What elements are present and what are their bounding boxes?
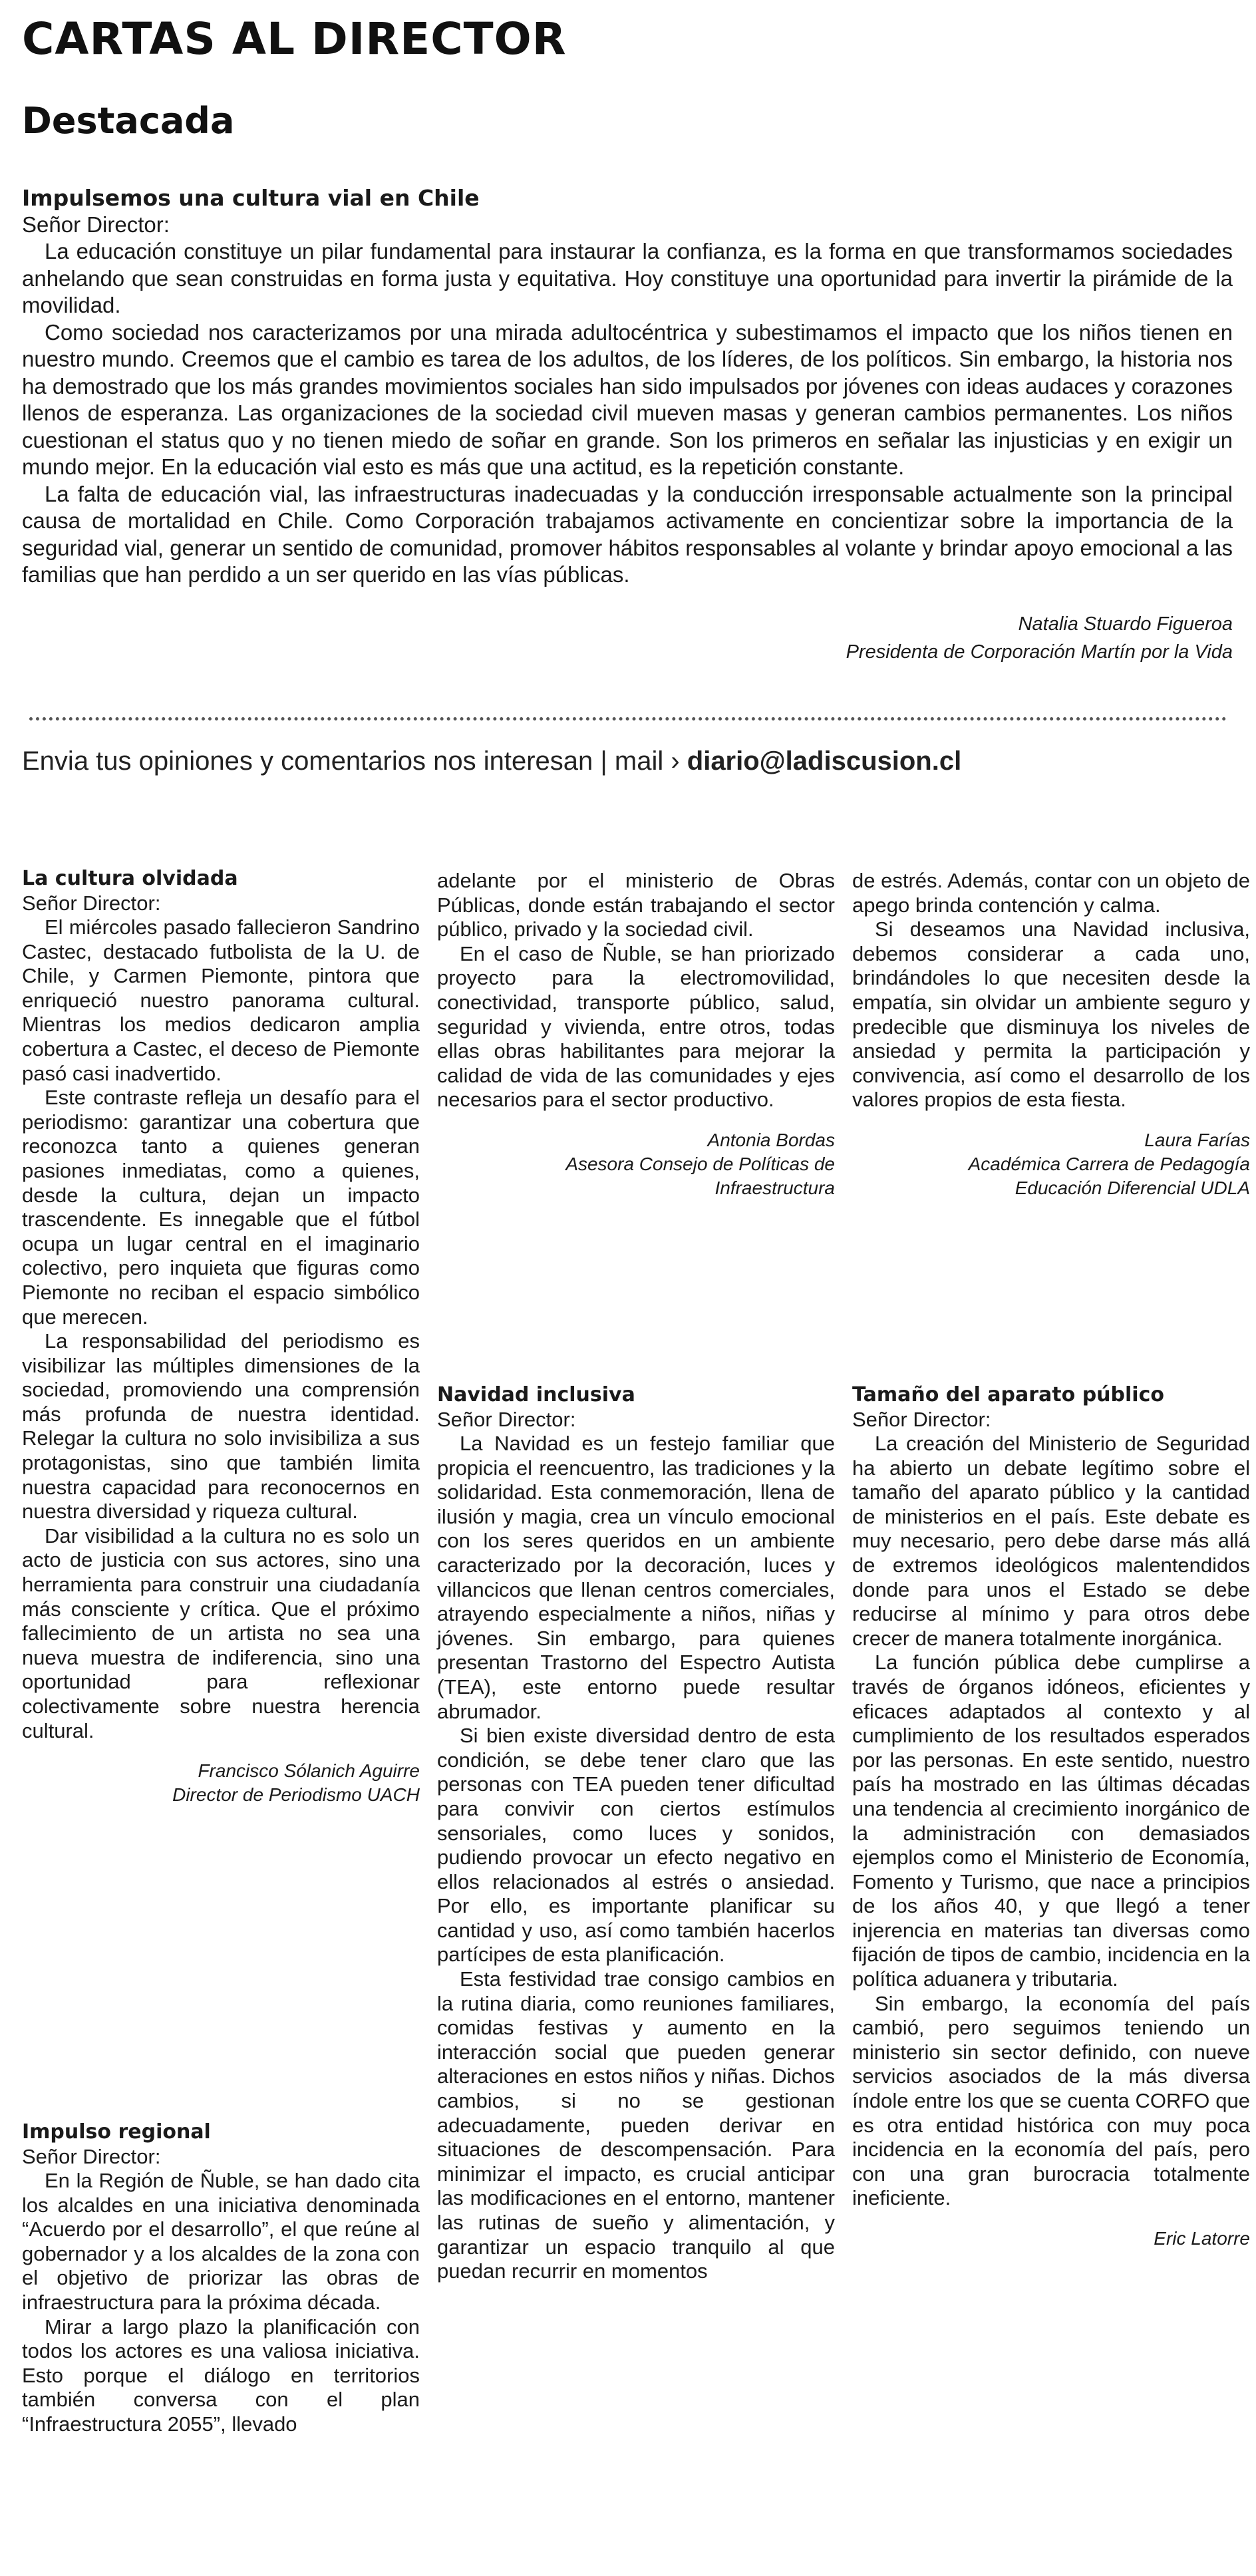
letter-salutation: Señor Director: (852, 1408, 991, 1431)
featured-letter-signature (22, 610, 1233, 666)
featured-letter-salutation: Señor Director: (22, 212, 170, 237)
letter-paragraph: Si bien existe diversidad dentro de esta condición, se debe tener claro que las personas con TEA pueden tener dificultad para convivir con ciertos estímulos sensoriales, como luces y sonidos, pudiendo provocar un efecto negativo en ellos relacionados al estrés o ansiedad. Por ello, es importante planificar su cantidad y uso, así como también hacerlos partícipes de esta planificación. (437, 1724, 835, 1967)
letter-headline: Tamaño del aparato público (852, 1383, 1164, 1406)
letter-paragraph: En la Región de Ñuble, se han dado cita los alcaldes en una iniciativa denominada “Acuerdo por el desarrollo”, el que reúne al gobernador y a los alcaldes de la zona con el objetivo de priorizar las obras de infraestructura para la próxima década. (22, 2169, 420, 2314)
letter-paragraph: La responsabilidad del periodismo es visibilizar las múltiples dimensiones de la sociedad, promoviendo una comprensión más profunda de nuestra identidad. Relegar la cultura no solo invisibiliza a sus protagonistas, sino que también limita nuestra capacidad para reconocernos en nuestra diversidad y riqueza cultural. (22, 1329, 420, 1524)
letter-paragraph: Dar visibilidad a la cultura no es solo un acto de justicia con sus actores, sino una herramienta para construir una ciudadanía más consciente y crítica. Que el próximo fallecimiento de un artista no sea una nueva muestra de indiferencia, sino una oportunidad para reflexionar colectivamente sobre nuestra herencia cultural. (22, 1524, 420, 1742)
featured-letter-paragraph: La falta de educación vial, las infraestructuras inadecuadas y la conducción irresponsable actualmente son la principal causa de mortalidad en Chile. Como Corporación trabajamos activamente en concientizar sobre la importancia de la seguridad vial, generar un sentido de comunidad, promover hábitos responsables al volante y brindar apoyo emocional a las familias que han perdido a un ser querido en las vías públicas. (22, 481, 1233, 587)
letter-author: Eric Latorre (1154, 2228, 1250, 2249)
letter-signature (852, 1128, 1250, 1200)
featured-letter-paragraph: La educación constituye un pilar fundamental para instaurar la confianza, es la forma en que transformamos sociedades anhelando que sean construidas en forma justa y equitativa. Hoy constituye una oportunidad para invertir la pirámide de la movilidad. (22, 239, 1233, 317)
letter-paragraph: de estrés. Además, contar con un objeto de apego brinda contención y calma. (852, 869, 1250, 917)
letter-headline: Impulso regional (22, 2120, 211, 2144)
letter-paragraph: Mirar a largo plazo la planificación con todos los actores es una valiosa iniciativa. Esto porque el diálogo en territorios también conversa con el plan “Infraestructura 2055”, llevado (22, 2315, 420, 2436)
letter-cultura-olvidada (22, 866, 420, 1807)
letter-author-role: Infraestructura (714, 1177, 835, 1198)
letter-paragraph: Si deseamos una Navidad inclusiva, debemos considerar a cada uno, brindándoles lo que necesiten desde la empatía, sin olvidar un ambiente seguro y predecible que disminuya los niveles de ansiedad y permita la participación y convivencia, así como el desarrollo de los valores propios de esta fiesta. (852, 917, 1250, 1112)
featured-letter (22, 185, 1233, 666)
letter-salutation: Señor Director: (22, 2145, 161, 2168)
letter-paragraph: La creación del Ministerio de Seguridad ha abierto un debate legítimo sobre el tamaño del aparato público y la cantidad de ministerios en el país. Este debate es muy necesario, pero debe darse más allá de extremos ideológicos malentendidos donde para unos el Estado se debe reducirse al mínimo y para otros debe crecer de manera totalmente inorgánica. (852, 1432, 1250, 1650)
letter-signature (852, 2227, 1250, 2251)
contact-line (22, 746, 961, 776)
contact-text: Envia tus opiniones y comentarios nos interesan | mail › (22, 746, 687, 776)
featured-letter-paragraph: Como sociedad nos caracterizamos por una mirada adultocéntrica y subestimamos el impacto que los niños tienen en nuestro mundo. Creemos que el cambio es tarea de los adultos, de los líderes, de los políticos. Sin embargo, la historia nos ha demostrado que los más grandes movimientos sociales han sido impulsados por jóvenes con ideas audaces y corazones llenos de esperanza. Las organizaciones de la sociedad civil mueven masas y generan cambios permanentes. Los niños cuestionan el status quo y no tienen miedo de soñar en grande. Son los primeros en señalar las injusticias y en exigir un mundo mejor. En la educación vial esto es más que una actitud, es la repetición constante. (22, 319, 1233, 479)
letter-salutation: Señor Director: (437, 1408, 576, 1431)
letter-impulso-regional-continued (437, 869, 835, 1200)
letter-headline: Navidad inclusiva (437, 1383, 635, 1406)
letter-author-role: Asesora Consejo de Políticas de (565, 1153, 835, 1174)
letter-signature (22, 1759, 420, 1807)
letter-paragraph: adelante por el ministerio de Obras Públicas, donde están trabajando el sector público, privado y la sociedad civil. (437, 869, 835, 941)
letter-paragraph: Sin embargo, la economía del país cambió, pero seguimos teniendo un ministerio sin sector definido, con nueve servicios asociados de la más diversa índole entre los que se cuenta CORFO que es otra entidad histórica con muy poca incidencia en la economía del país, pero con una gran burocracia totalmente ineficiente. (852, 1991, 1250, 2210)
letter-paragraph: El miércoles pasado fallecieron Sandrino Castec, destacado futbolista de la U. de Chile, y Carmen Piemonte, pintora que enriqueció nuestro panorama cultural. Mientras los medios dedicaron amplia cobertura a Castec, el deceso de Piemonte pasó casi inadvertido. (22, 915, 420, 1085)
letter-author: Antonia Bordas (707, 1129, 835, 1150)
featured-letter-author-role: Presidenta de Corporación Martín por la Vida (846, 641, 1233, 663)
letter-navidad-inclusiva (437, 1382, 835, 2284)
letter-author-role: Académica Carrera de Pedagogía (968, 1153, 1250, 1174)
letter-author-role: Director de Periodismo UACH (172, 1784, 420, 1806)
letter-author: Francisco Sólanich Aguirre (198, 1760, 420, 1782)
contact-email-link[interactable]: diario@ladiscusion.cl (687, 746, 962, 776)
letter-paragraph: En el caso de Ñuble, se han priorizado proyecto para la electromovilidad, conectividad, transporte público, salud, seguridad y vivienda, entre otros, todas ellas obras habilitantes para mejorar la calidad de vida de las comunidades y ejes necesarios para el sector productivo. (437, 941, 835, 1112)
section-title: CARTAS AL DIRECTOR (22, 13, 567, 65)
letter-paragraph: La función pública debe cumplirse a través de órganos idóneos, eficientes y eficaces adaptados al contexto y al cumplimiento de los resultados esperados por las personas. En este sentido, nuestro país ha mostrado en las últimas décadas una tendencia al crecimiento inorgánico de la administración con demasiados ejemplos como el Ministerio de Economía, Fomento y Turismo, que nace a principios de los años 40, y que llegó a tener injerencia en materias tan diversas como fijación de tipos de cambio, incidencia en la política aduanera y tributaria. (852, 1651, 1250, 1991)
letter-salutation: Señor Director: (22, 891, 161, 915)
letter-paragraph: La Navidad es un festejo familiar que propicia el reencuentro, las tradiciones y la solidaridad. Esta conmemoración, llena de ilusión y magia, crea un vínculo emocional con los seres queridos en un ambiente caracterizado por la decoración, luces y villancicos que llenan centros comerciales, atrayendo especialmente a niños, niñas y jóvenes. Sin embargo, para quienes presentan Trastorno del Espectro Autista (TEA), este entorno puede resultar abrumador. (437, 1432, 835, 1723)
dotted-divider (29, 717, 1227, 721)
letter-paragraph: Este contraste refleja un desafío para el periodismo: garantizar una cobertura que reconozca tanto a quienes generan pasiones inmediatas, como a quienes, desde la cultura, dejan un impacto trascendente. Es innegable que el fútbol ocupa un lugar central en el imaginario colectivo, pero inquieta que figuras como Piemonte no reciban el espacio simbólico que merecen. (22, 1086, 420, 1329)
letter-signature (437, 1128, 835, 1200)
letter-navidad-inclusiva-continued (852, 869, 1250, 1200)
featured-section-title: Destacada (22, 100, 235, 142)
featured-letter-author: Natalia Stuardo Figueroa (1018, 613, 1233, 635)
letter-author: Laura Farías (1144, 1129, 1250, 1150)
featured-letter-headline: Impulsemos una cultura vial en Chile (22, 185, 480, 211)
letter-headline: La cultura olvidada (22, 867, 238, 890)
letter-paragraph: Esta festividad trae consigo cambios en la rutina diaria, como reuniones familiares, comidas festivas y aumento en la interacción social que pueden generar alteraciones en estos niños y niñas. Dichos cambios, si no se gestionan adecuadamente, pueden derivar en situaciones de descompensación. Para minimizar el impacto, es crucial anticipar las modificaciones en el entorno, mantener las rutinas de sueño y alimentación, y garantizar un espacio tranquilo al que puedan recurrir en momentos (437, 1967, 835, 2283)
letter-author-role: Educación Diferencial UDLA (1015, 1177, 1250, 1198)
letter-impulso-regional (22, 2120, 420, 2437)
letter-tamano-aparato-publico (852, 1382, 1250, 2251)
